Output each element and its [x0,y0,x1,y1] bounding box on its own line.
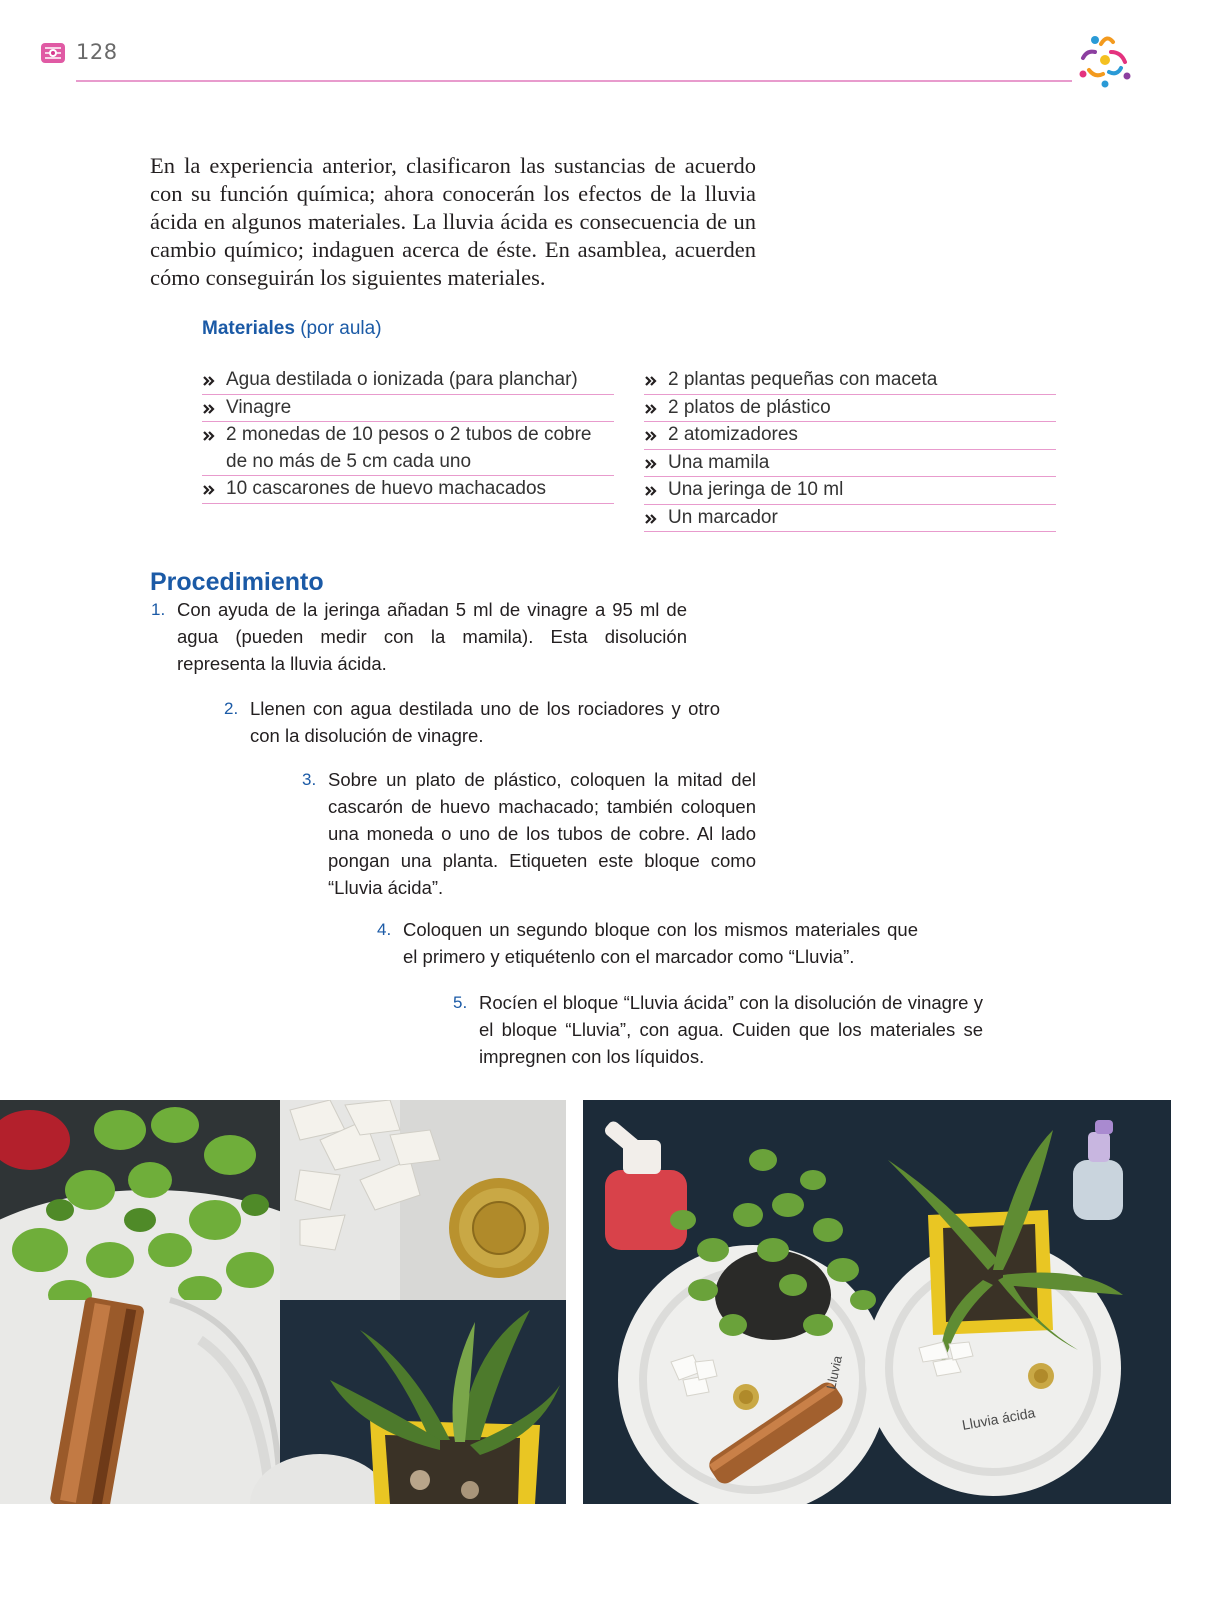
double-chevron-bullet-icon [202,374,216,388]
procedure-step [224,695,720,749]
double-chevron-bullet-icon [644,374,658,388]
step-number: 2. [224,699,239,718]
materials-list-left [202,367,614,504]
procedure-step [377,916,918,970]
materials-heading-qualifier: (por aula) [294,318,382,339]
intro-paragraph: En la experiencia anterior, clasificaron las sustancias de acuerdo con su función química; ahora conocerán los efectos de la lluvia ácida en algunos materiales. La lluvia ácida es consecuencia de un cambio químico; indaguen acerca de éste. En asamblea, acuerden cómo conseguirán los siguientes materiales. [150,153,756,290]
copper-tube-photo-tile [0,1296,280,1504]
material-label: Una jeringa de 10 ml [668,479,844,500]
header-divider [76,80,1072,82]
material-label: 2 platos de plástico [668,396,831,418]
materials-list-right [644,367,1056,532]
step-number: 3. [302,770,317,789]
material-label: Un marcador [668,506,778,528]
step-text: Rocíen el bloque “Lluvia ácida” con la disolución de vinagre y el bloque “Lluvia”, con agua. Cuiden que los materiales se impregnen con los líquidos. [479,992,983,1067]
step-text: Sobre un plato de plástico, coloquen la mitad del cascarón de huevo machacado; también coloquen una moneda o uno de los tubos de cobre. Al lado pongan una planta. Etiqueten este bloque como “Lluvia ácida”. [328,769,756,898]
material-label: 10 cascarones de huevo machacados [226,478,547,499]
material-label: 2 atomizadores [668,424,798,445]
materials-photo-collage [0,1100,566,1504]
list-item [202,395,614,423]
textbook-logo-icon [1075,30,1135,90]
procedure-step [453,989,983,1070]
step-text: Llenen con agua destilada uno de los rociadores y otro con la disolución de vinagre. [250,698,720,746]
double-chevron-bullet-icon [202,429,216,443]
potted-plant-photo-tile [250,1300,566,1504]
material-label: Una mamila [668,451,770,473]
double-chevron-bullet-icon [644,402,658,416]
double-chevron-bullet-icon [202,402,216,416]
list-item [644,477,1056,505]
list-item [644,422,1056,450]
material-label: 2 plantas pequeñas con maceta [668,369,938,390]
materials-heading [202,318,382,340]
list-item [644,367,1056,395]
page-number: 128 [76,40,118,64]
experiment-setup-photo [583,1100,1171,1504]
list-item [644,395,1056,423]
list-item [202,367,614,395]
material-label: 2 monedas de 10 pesos o 2 tubos de cobre de no más de 5 cm cada uno [226,424,592,472]
eggshell-coin-photo-tile [280,1100,566,1300]
step-number: 1. [151,600,166,619]
plate-label-lluvia: Lluvia [823,1354,845,1391]
double-chevron-bullet-icon [644,429,658,443]
material-label: Agua destilada o ionizada (para planchar) [226,369,578,390]
step-text: Coloquen un segundo bloque con los mismos materiales que el primero y etiquétenlo con el marcador como “Lluvia”. [403,919,918,967]
procedure-step [302,766,756,901]
double-chevron-bullet-icon [644,484,658,498]
double-chevron-bullet-icon [644,457,658,471]
step-text: Con ayuda de la jeringa añadan 5 ml de vinagre a 95 ml de agua (pueden medir con la mamila). Esta disolución representa la lluvia ácida. [177,599,687,674]
double-chevron-bullet-icon [644,512,658,526]
decorative-emblem-icon [40,40,66,66]
step-number: 4. [377,920,392,939]
double-chevron-bullet-icon [202,483,216,497]
material-label: Vinagre [226,396,292,418]
list-item [202,476,614,504]
list-item [644,505,1056,533]
list-item [644,450,1056,478]
list-item [202,422,614,476]
procedure-step [151,596,687,677]
plate-label-lluvia-acida: Lluvia ácida [960,1404,1037,1433]
procedure-heading: Procedimiento [150,568,324,596]
materials-heading-strong: Materiales [202,318,295,339]
step-number: 5. [453,993,468,1012]
